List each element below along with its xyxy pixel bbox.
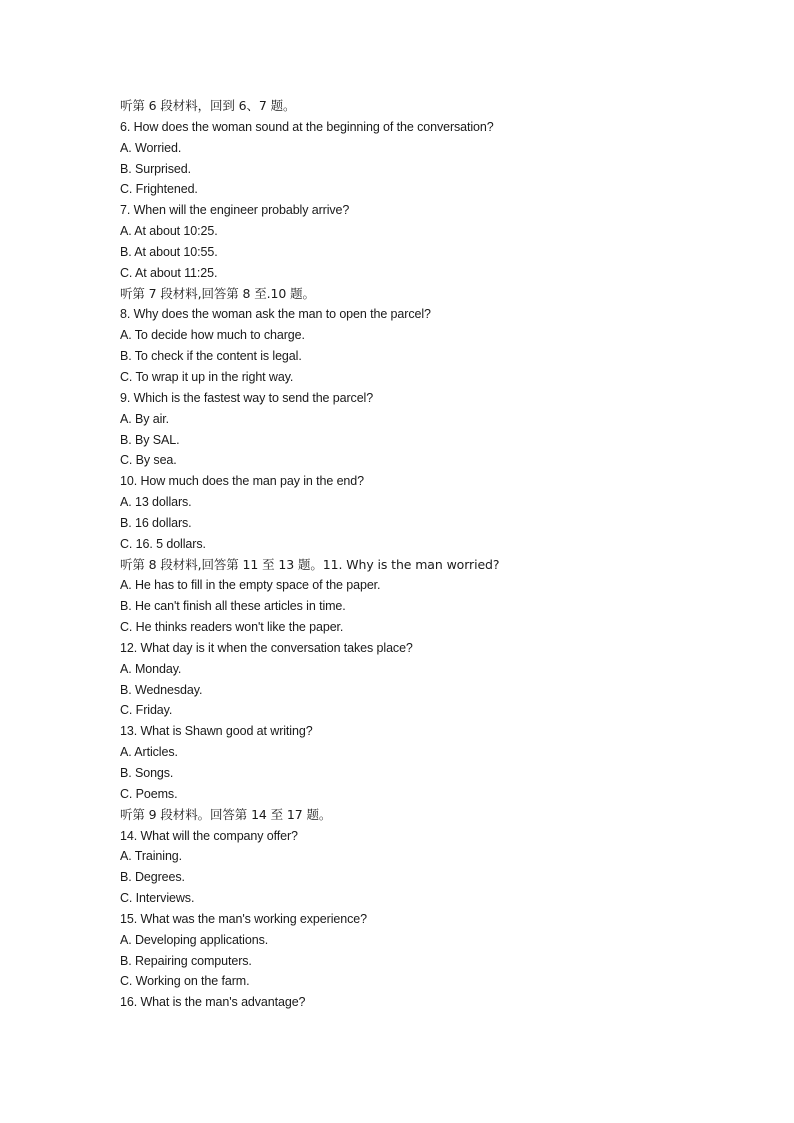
- answer-option: B. To check if the content is legal.: [120, 349, 302, 364]
- question-text: 6. How does the woman sound at the beginning of the conversation?: [120, 119, 494, 134]
- answer-option: B. Repairing computers.: [120, 953, 252, 968]
- answer-option: C. Frightened.: [120, 182, 198, 197]
- answer-option: C. Interviews.: [120, 891, 195, 906]
- answer-option: B. 16 dollars.: [120, 515, 192, 530]
- answer-option: C. 16. 5 dollars.: [120, 536, 206, 551]
- answer-option: A. To decide how much to charge.: [120, 328, 305, 343]
- question-text: 9. Which is the fastest way to send the parcel?: [120, 390, 374, 405]
- answer-option: C. He thinks readers won't like the paper.: [120, 620, 344, 635]
- answer-option: B. Degrees.: [120, 870, 185, 885]
- answer-option: C. To wrap it up in the right way.: [120, 369, 294, 384]
- answer-option: B. At about 10:55.: [120, 244, 218, 259]
- answer-option: A. 13 dollars.: [120, 495, 192, 510]
- answer-option: B. By SAL.: [120, 432, 180, 447]
- answer-option: A. Training.: [120, 849, 183, 864]
- question-text: 10. How much does the man pay in the end?: [120, 474, 364, 489]
- answer-option: A. At about 10:25.: [120, 224, 218, 239]
- question-text: 16. What is the man's advantage?: [120, 995, 306, 1010]
- answer-option: B. Surprised.: [120, 161, 191, 176]
- question-text: 13. What is Shawn good at writing?: [120, 724, 313, 739]
- question-text: 7. When will the engineer probably arrive?: [120, 203, 350, 218]
- answer-option: C. Friday.: [120, 703, 173, 718]
- section-heading: 听第 9 段材料。回答第 14 至 17 题。: [120, 806, 332, 822]
- answer-option: A. Articles.: [120, 745, 178, 760]
- answer-option: A. He has to fill in the empty space of the paper.: [120, 578, 381, 593]
- document-body: [120, 96, 740, 1013]
- section-heading: 听第 6 段材料，回到 6、7 题。: [120, 98, 296, 113]
- answer-option: B. Songs.: [120, 766, 174, 780]
- answer-option: B. He can't finish all these articles in time.: [120, 599, 346, 614]
- answer-option: C. By sea.: [120, 453, 177, 468]
- question-text: 12. What day is it when the conversation takes place?: [120, 640, 413, 655]
- answer-option: A. By air.: [120, 411, 170, 426]
- answer-option: B. Wednesday.: [120, 682, 203, 697]
- answer-option: A. Monday.: [120, 661, 182, 676]
- answer-option: A. Developing applications.: [120, 932, 269, 947]
- answer-option: C. Working on the farm.: [120, 974, 250, 989]
- answer-option: A. Worried.: [120, 140, 182, 155]
- question-text: 15. What was the man's working experience?: [120, 911, 367, 926]
- section-heading: 听第 8 段材料,回答第 11 至 13 题。11. Why is the man worried?: [120, 556, 500, 572]
- answer-option: C. At about 11:25.: [120, 265, 218, 280]
- answer-option: C. Poems.: [120, 786, 178, 801]
- question-text: 8. Why does the woman ask the man to open the parcel?: [120, 307, 431, 322]
- question-text: 14. What will the company offer?: [120, 828, 298, 843]
- section-heading: 听第 7 段材料,回答第 8 至.10 题。: [120, 285, 315, 301]
